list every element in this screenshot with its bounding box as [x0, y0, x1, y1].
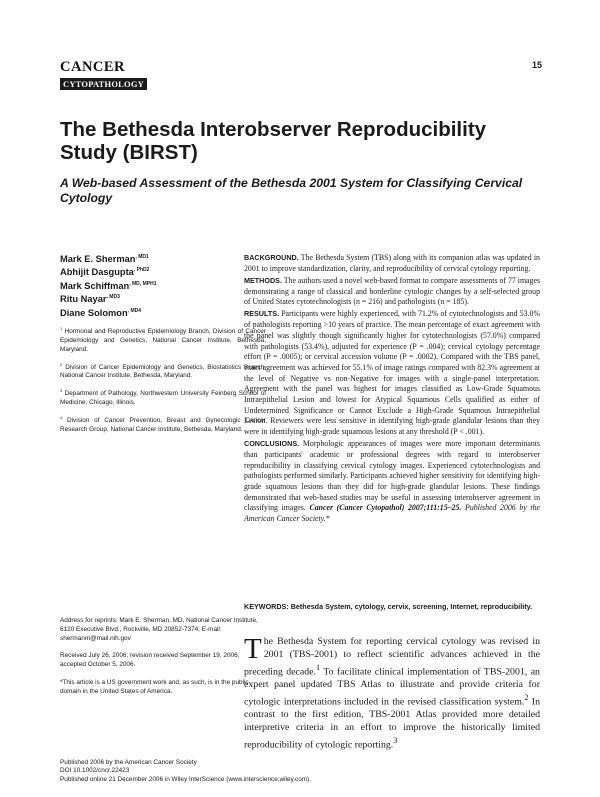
article-subtitle: A Web-based Assessment of the Bethesda 2001 System for Classifying Cervical Cytology [60, 176, 523, 205]
affiliation-list [60, 325, 266, 441]
drop-cap: T [244, 633, 262, 665]
affiliation: $^1$ Hormonal and Reproductive Epidemiology Branch, Division of Cancer Epidemiology and Genetics, National Cancer Institute, Bethesda, Maryland. [60, 326, 266, 353]
article-notes [60, 617, 266, 706]
author: Ritu Nayar$^{, MD3}$ [60, 294, 120, 305]
abstract-methods: METHODS. The authors used a novel web-based format to compare assessments of 77 images demonstrating a range of classical and borderline cytologic changes by a self-selected group of United States cytotechnologists (n = 216) and pathologists (n = 185). [244, 275, 540, 307]
footer-doi: DOI 10.1002/cncr.22423 [60, 767, 130, 775]
footer-publisher: Published 2006 by the American Cancer Society [60, 759, 197, 766]
abstract-results: RESULTS. Participants were highly experienced, with 71.2% of cytotechnologists and 53.0% of pathologists reporting >10 years of practice. The mean percentage of exact agreement with the panel was slightly though significantly higher for cytotechnologists (57.0%) compared with pathologists (53.4%), adjusted for experience (P = .004); cervical cytology percentage effort (P = .0005); or cervical accession volume (P = .0002). Compared with the TBS panel, exact agreement was achieved for 55.1% of image ratings compared with 82.3% agreement at the level of Negative vs non-Negative for images with a single-panel interpretation. Agreement with the panel was highest for images classified as Low-Grade Squamous Intraepithelial Lesion and lowest for Atypical Squamous Cells qualified as either of Undetermined Significance or Cannot Exclude a High-Grade Squamous Intraepithelial Lesion. Reviewers were less sensitive in identifying high-grade glandular lesions than they were in identifying high-grade squamous lesions at any threshold (P < .001). [244, 309, 540, 436]
page-number: 15 [532, 60, 543, 70]
journal-logo [60, 59, 144, 92]
intro-paragraph: The Bethesda System for reporting cervical cytology was revised in 2001 (TBS-2001) to reflect scientific advances achieved in the preceding decade.$^1$ To facilitate clinical implementation of TBS-2001, an expert panel updated TBS Atlas to illustrate and provide criteria for cytologic interpretations included in the revised classification system.$^2$ In contrast to the first edition, TBS-2001 Atlas provided more detailed interpretive criteria in an effort to improve the historically limited reproducibility of cytologic reporting.$^3$ [244, 633, 540, 751]
author: Abhijit Dasgupta$^{, PhD2}$ [60, 267, 150, 278]
page-footer [60, 759, 540, 784]
citation: Cancer (Cancer Cytopathol) 2007;111:15–25. [309, 503, 462, 513]
keywords: KEYWORDS: Bethesda System, cytology, cervix, screening, Internet, reproducibility. [244, 602, 533, 611]
logo-text-bottom: CYTOPATHOLOGY [60, 78, 147, 90]
affiliation: $^3$ Department of Pathology, Northwestern University Feinberg School of Medicine, Chicago, Illinois. [60, 388, 266, 407]
author-list [60, 252, 235, 319]
affiliation: $^2$ Division of Cancer Epidemiology and Genetics, Biostatistics Branch, National Cancer Institute, Bethesda, Maryland. [60, 361, 266, 380]
author: Mark E. Sherman$^{, MD1}$ [60, 254, 149, 265]
reprint-address: Address for reprints: Mark E. Sherman, MD, National Cancer Institute, 6120 Executive Blvd., Rockville, MD 20852-7374; E-mail: shermanm@mail.nih.gov [60, 617, 258, 642]
abstract-conclusions: CONCLUSIONS. Morphologic appearances of images were more important determinants than participants' academic or professional degrees with regard to interobserver reproducibility in classifying cervical cytology images. Experienced cytotechnologists and pathologists performed similarly. Participants achieved higher sensitivity for identifying high-grade squamous lesions than they did for high-grade glandular lesions. These findings demonstrated that web-based studies may be useful in assessing interobserver agreement in classifying images. Cancer (Cancer Cytopathol) 2007;111:15–25. Published 2006 by the American Cancer Society.* [244, 439, 541, 523]
logo-text-top: CANCER [60, 59, 126, 75]
footer-online: Published online 21 December 2006 in Wiley InterScience (www.interscience.wiley.com). [60, 775, 312, 783]
affiliation: $^4$ Division of Cancer Prevention, Breast and Gynecologic Cancer Research Group, National Cancer Institute, Bethesda, Maryland. [60, 414, 266, 433]
abstract [244, 253, 540, 526]
abstract-background: BACKGROUND. The Bethesda System (TBS) along with its companion atlas was updated in 2001 to improve standardization, clarity, and reproducibility of cervical cytology reporting. [244, 253, 540, 273]
author: Mark Schiffman$^{, MD, MPH1}$ [60, 280, 157, 291]
received-dates: Received July 26, 2006; revision received September 19, 2006; accepted October 5, 2006. [60, 652, 240, 669]
article-title: The Bethesda Interobserver Reproducibility Study (BIRST) [60, 118, 487, 164]
published-note: Published 2006 by the American Cancer Society.* [244, 503, 541, 523]
government-work-note: *This article is a US government work and, as such, is in the public domain in the United States of America. [60, 678, 249, 695]
author: Diane Solomon$^{, MD4}$ [60, 307, 142, 318]
